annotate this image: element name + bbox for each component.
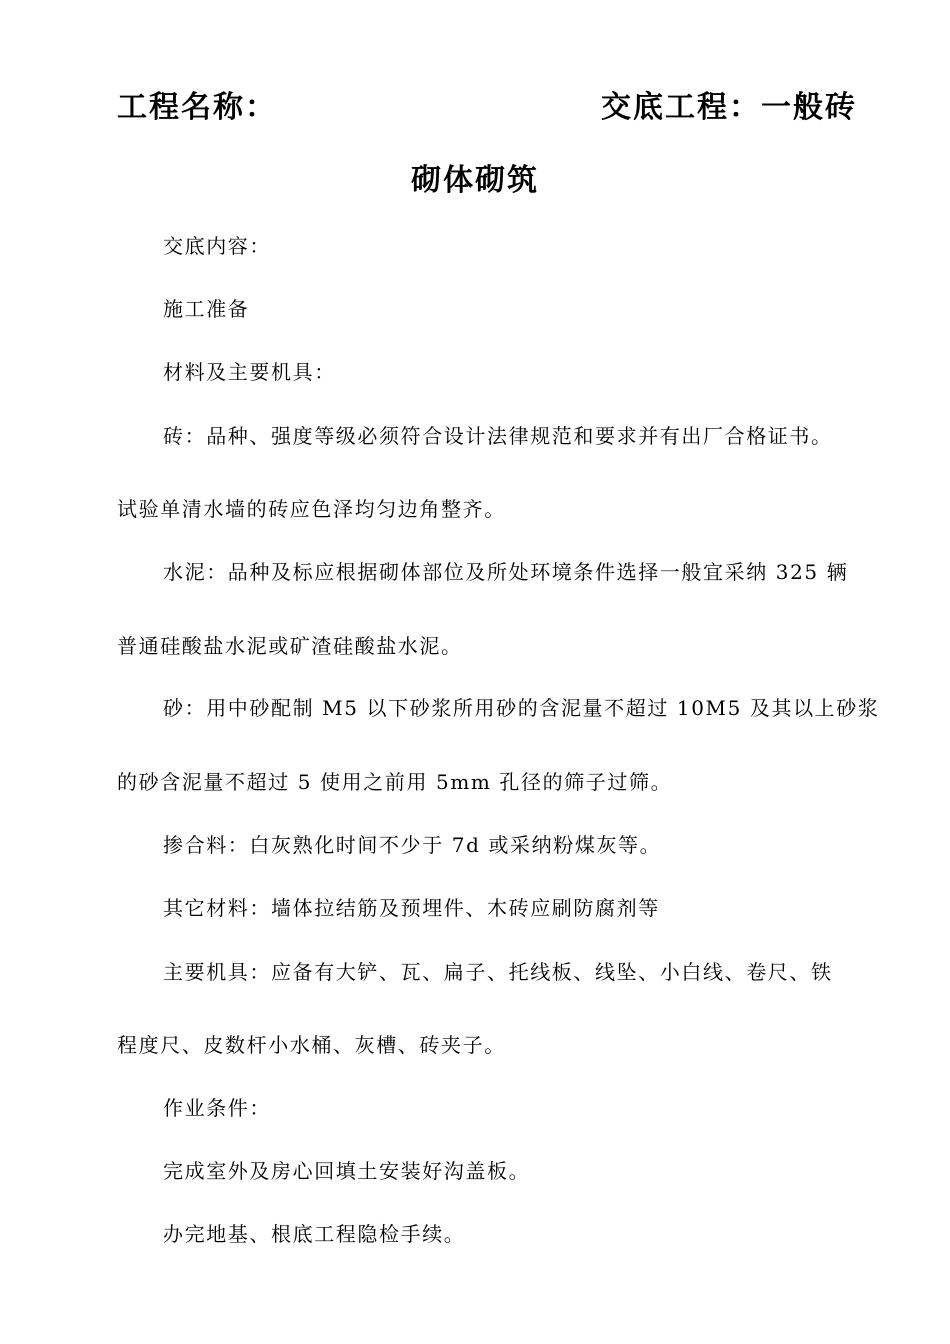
- paragraph-line: 完成室外及房心回填土安装好沟盖板。: [163, 1159, 531, 1183]
- paragraph-line: 砂：用中砂配制 M5 以下砂浆所用砂的含泥量不超过 10M5 及其以上砂浆: [163, 696, 880, 720]
- project-name-label: 工程名称：: [117, 90, 277, 125]
- paragraph-line: 其它材料：墙体拉结筋及预埋件、木砖应刷防腐剂等: [163, 896, 660, 920]
- handover-label: 交底工程：一般砖: [601, 90, 857, 125]
- paragraph-line: 交底内容：: [163, 234, 271, 258]
- paragraph-line: 施工准备: [163, 297, 250, 321]
- paragraph-line: 普通硅酸盐水泥或矿渣硅酸盐水泥。: [117, 634, 463, 658]
- paragraph-line: 掺合料：白灰熟化时间不少于 7d 或采纳粉煤灰等。: [163, 833, 662, 857]
- paragraph-line: 主要机具：应备有大铲、瓦、扁子、托线板、线坠、小白线、卷尺、铁: [163, 960, 833, 984]
- paragraph-line: 程度尺、皮数杆小水桶、灰槽、砖夹子。: [117, 1033, 506, 1057]
- paragraph-line: 砖：品种、强度等级必须符合设计法律规范和要求并有出厂合格证书。: [163, 424, 833, 448]
- handover-label-continuation: 砌体砌筑: [411, 163, 539, 198]
- paragraph-line: 材料及主要机具：: [163, 360, 336, 384]
- paragraph-line: 水泥：品种及标应根据砌体部位及所处环境条件选择一般宜采纳 325 辆: [163, 560, 849, 584]
- paragraph-line: 试验单清水墙的砖应色泽均匀边角整齐。: [117, 497, 506, 521]
- paragraph-line: 办完地基、根底工程隐检手续。: [163, 1222, 466, 1246]
- paragraph-line: 作业条件：: [163, 1096, 271, 1120]
- heading-line: [117, 82, 857, 126]
- paragraph-line: 的砂含泥量不超过 5 使用之前用 5mm 孔径的筛子过筛。: [117, 770, 673, 794]
